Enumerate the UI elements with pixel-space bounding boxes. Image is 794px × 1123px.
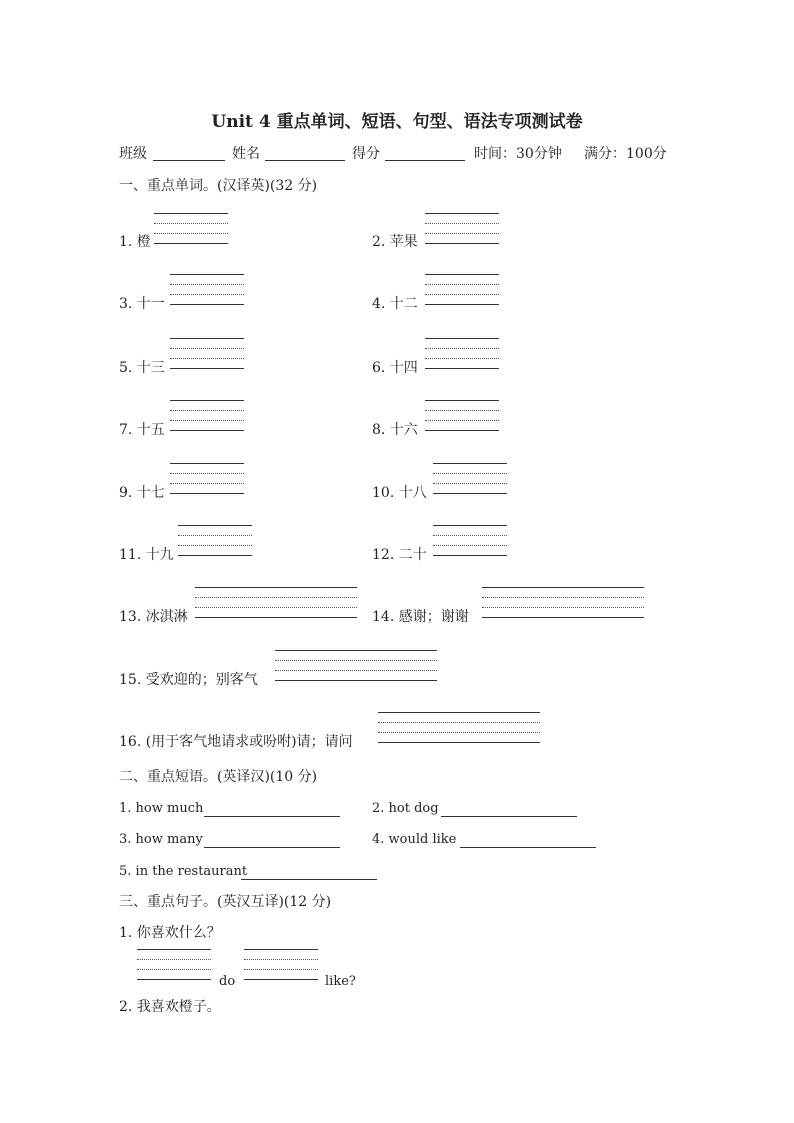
answer-blank[interactable] [441,816,577,817]
name-label: 姓名 [232,146,260,162]
writing-line[interactable] [425,274,499,304]
sentence-item: 2. 我喜欢橙子。 [119,999,221,1015]
answer-blank[interactable] [241,879,377,880]
word-item: 8. 十六 [372,422,418,438]
answer-blank[interactable] [204,816,340,817]
page-title: Unit 4 重点单词、短语、句型、语法专项测试卷 [211,112,583,132]
class-label: 班级 [119,146,147,162]
time-text: 时间：30分钟 [474,146,562,162]
word-item: 2. 苹果 [372,234,418,250]
phrase-item: 5. in the restaurant [119,864,248,879]
word-item: 3. 十一 [119,296,165,312]
writing-line[interactable] [170,463,244,493]
word-item: 15. 受欢迎的；别客气 [119,672,258,688]
writing-line[interactable] [425,213,499,243]
word-item: 12. 二十 [372,547,427,563]
section1-heading: 一、重点单词。(汉译英)(32 分) [119,178,318,194]
writing-line[interactable] [433,525,507,555]
writing-line[interactable] [195,587,357,617]
writing-line[interactable] [178,525,252,555]
writing-line[interactable] [433,463,507,493]
word-item: 5. 十三 [119,360,165,376]
word-item: 13. 冰淇淋 [119,609,188,625]
phrase-item: 2. hot dog [372,801,439,816]
name-blank[interactable] [265,160,345,161]
phrase-item: 3. how many [119,832,203,847]
writing-line[interactable] [275,650,437,680]
word-item: 9. 十七 [119,485,165,501]
sentence-word-like: like? [325,974,356,989]
answer-blank[interactable] [204,847,340,848]
sentence-word-do: do [219,974,236,989]
word-item: 4. 十二 [372,296,418,312]
writing-line[interactable] [244,949,318,979]
writing-line[interactable] [425,400,499,430]
writing-line[interactable] [425,338,499,368]
writing-line[interactable] [154,213,228,243]
writing-line[interactable] [482,587,644,617]
score-label: 得分 [352,146,380,162]
writing-line[interactable] [170,400,244,430]
word-item: 16. (用于客气地请求或吩咐)请；请问 [119,734,353,750]
word-item: 10. 十八 [372,485,427,501]
word-item: 6. 十四 [372,360,418,376]
section3-heading: 三、重点句子。(英汉互译)(12 分) [119,894,332,910]
word-item: 1. 橙 [119,234,151,250]
sentence-item: 1. 你喜欢什么？ [119,925,221,941]
word-item: 14. 感谢；谢谢 [372,609,469,625]
word-item: 11. 十九 [119,547,174,563]
class-blank[interactable] [153,160,225,161]
writing-line[interactable] [137,949,211,979]
word-item: 7. 十五 [119,422,165,438]
answer-blank[interactable] [460,847,596,848]
writing-line[interactable] [170,338,244,368]
full-score-text: 满分：100分 [584,146,667,162]
phrase-item: 4. would like [372,832,457,847]
writing-line[interactable] [170,274,244,304]
section2-heading: 二、重点短语。(英译汉)(10 分) [119,769,318,785]
phrase-item: 1. how much [119,801,204,816]
score-blank[interactable] [385,160,465,161]
writing-line[interactable] [378,712,540,742]
